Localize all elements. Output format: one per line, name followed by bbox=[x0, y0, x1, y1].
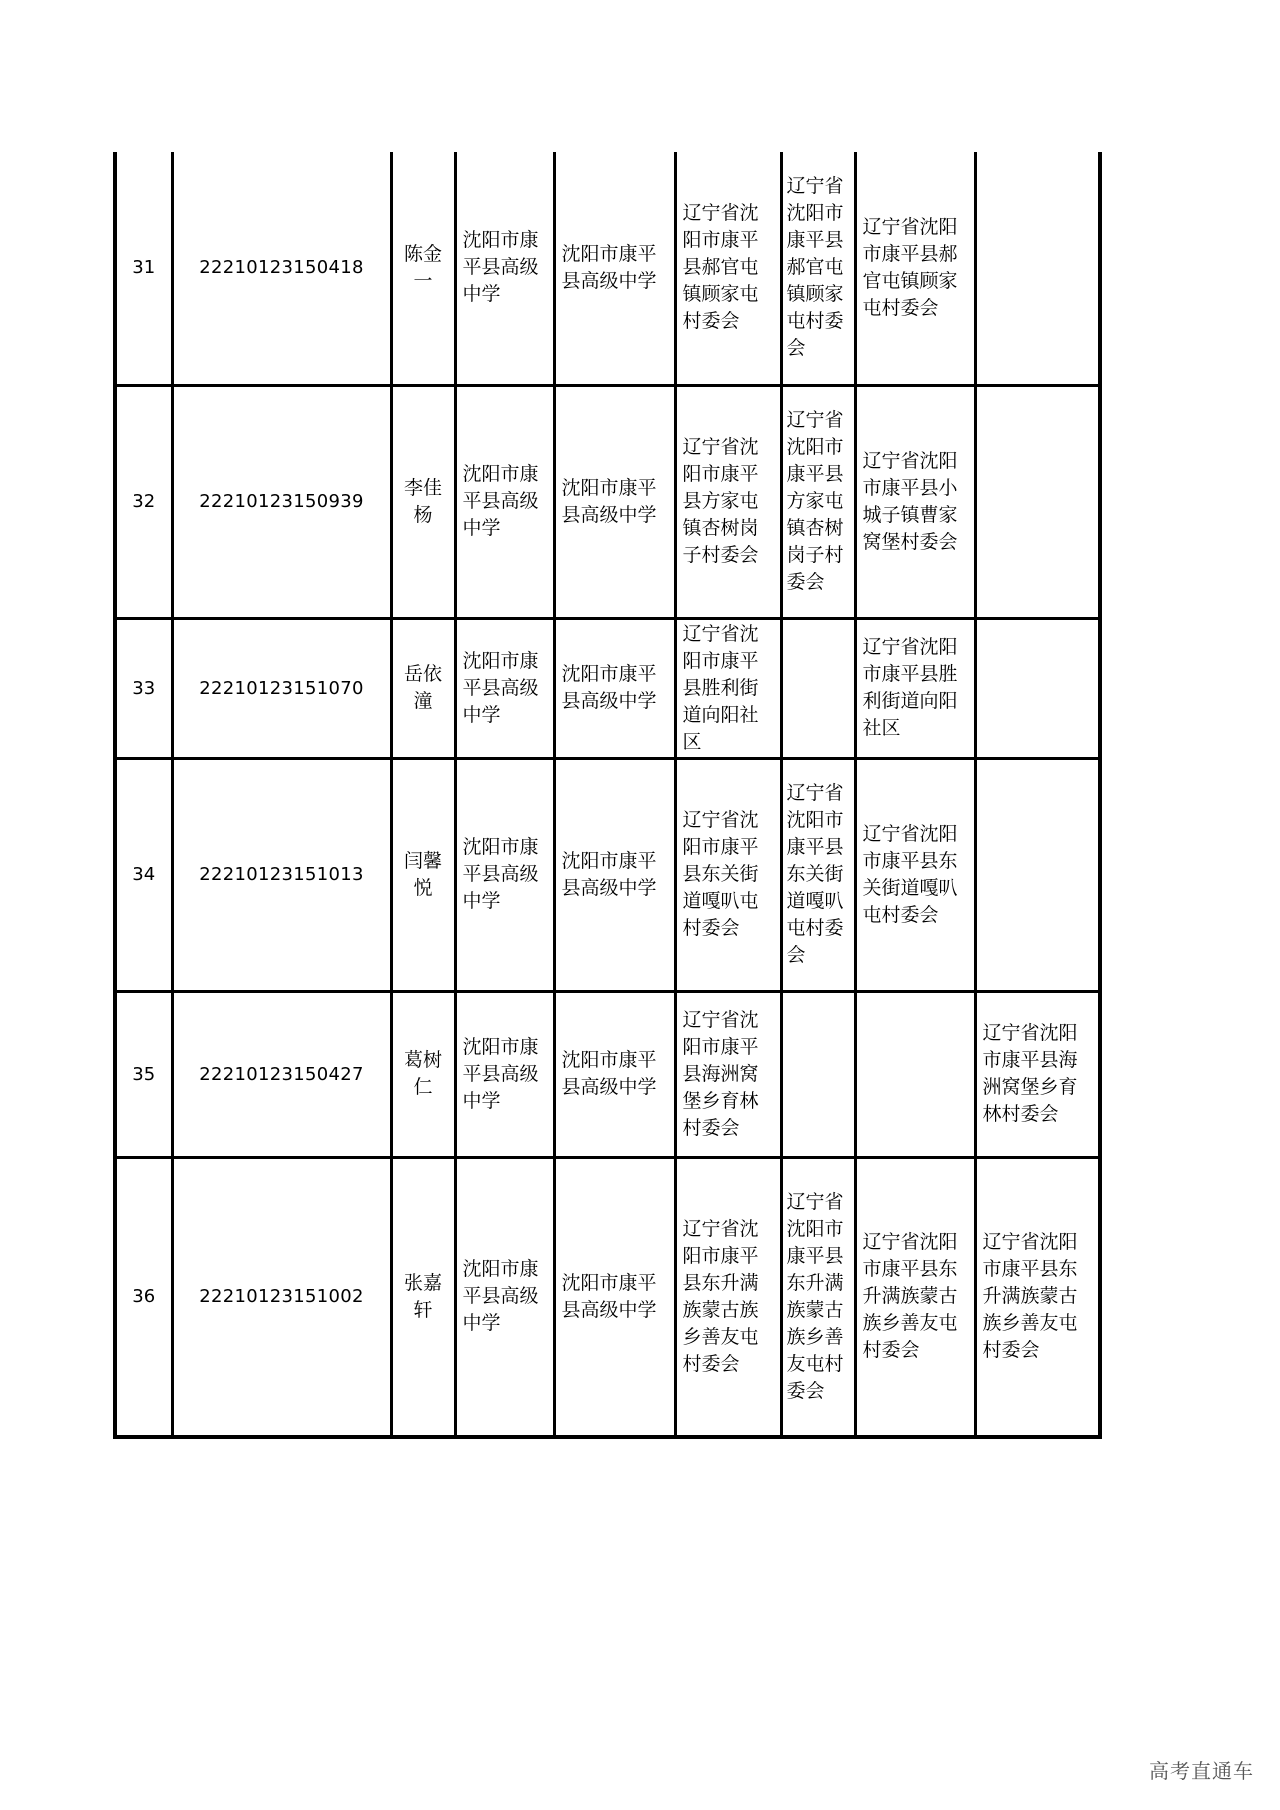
student-name-cell: 闫馨悦 bbox=[391, 758, 455, 991]
exam-id-cell: 22210123151070 bbox=[172, 618, 391, 758]
row-number-cell: 33 bbox=[115, 618, 172, 758]
school-name-2-cell: 沈阳市康平县高级中学 bbox=[554, 1157, 675, 1437]
address-2-cell bbox=[781, 991, 855, 1157]
address-4-cell: 辽宁省沈阳市康平县海洲窝堡乡育林村委会 bbox=[975, 991, 1100, 1157]
school-name-cell: 沈阳市康平县高级中学 bbox=[455, 758, 554, 991]
row-number-cell: 32 bbox=[115, 385, 172, 618]
address-4-cell bbox=[975, 618, 1100, 758]
address-1-cell: 辽宁省沈阳市康平县郝官屯镇顾家屯村委会 bbox=[675, 152, 781, 385]
address-2-cell: 辽宁省沈阳市康平县方家屯镇杏树岗子村委会 bbox=[781, 385, 855, 618]
exam-id-cell: 22210123150939 bbox=[172, 385, 391, 618]
address-4-cell bbox=[975, 758, 1100, 991]
school-name-2-cell: 沈阳市康平县高级中学 bbox=[554, 152, 675, 385]
table-row bbox=[115, 385, 1100, 618]
address-3-cell: 辽宁省沈阳市康平县东升满族蒙古族乡善友屯村委会 bbox=[855, 1157, 975, 1437]
student-table bbox=[113, 152, 1102, 1439]
address-4-cell bbox=[975, 385, 1100, 618]
address-2-cell: 辽宁省沈阳市康平县东关街道嘎叭屯村委会 bbox=[781, 758, 855, 991]
table-row bbox=[115, 152, 1100, 385]
address-1-cell: 辽宁省沈阳市康平县胜利街道向阳社区 bbox=[675, 618, 781, 758]
school-name-cell: 沈阳市康平县高级中学 bbox=[455, 991, 554, 1157]
student-name-cell: 张嘉轩 bbox=[391, 1157, 455, 1437]
watermark-text: 高考直通车 bbox=[1149, 1759, 1254, 1783]
address-3-cell: 辽宁省沈阳市康平县小城子镇曹家窝堡村委会 bbox=[855, 385, 975, 618]
address-3-cell bbox=[855, 991, 975, 1157]
address-3-cell: 辽宁省沈阳市康平县东关街道嘎叭屯村委会 bbox=[855, 758, 975, 991]
school-name-2-cell: 沈阳市康平县高级中学 bbox=[554, 618, 675, 758]
address-3-cell: 辽宁省沈阳市康平县郝官屯镇顾家屯村委会 bbox=[855, 152, 975, 385]
address-1-cell: 辽宁省沈阳市康平县东升满族蒙古族乡善友屯村委会 bbox=[675, 1157, 781, 1437]
school-name-cell: 沈阳市康平县高级中学 bbox=[455, 152, 554, 385]
student-name-cell: 李佳杨 bbox=[391, 385, 455, 618]
row-number-cell: 31 bbox=[115, 152, 172, 385]
student-name-cell: 葛树仁 bbox=[391, 991, 455, 1157]
address-4-cell bbox=[975, 152, 1100, 385]
address-1-cell: 辽宁省沈阳市康平县海洲窝堡乡育林村委会 bbox=[675, 991, 781, 1157]
exam-id-cell: 22210123150418 bbox=[172, 152, 391, 385]
student-name-cell: 岳依潼 bbox=[391, 618, 455, 758]
table-row bbox=[115, 618, 1100, 758]
school-name-2-cell: 沈阳市康平县高级中学 bbox=[554, 385, 675, 618]
student-name-cell: 陈金一 bbox=[391, 152, 455, 385]
address-4-cell: 辽宁省沈阳市康平县东升满族蒙古族乡善友屯村委会 bbox=[975, 1157, 1100, 1437]
table-row bbox=[115, 758, 1100, 991]
exam-id-cell: 22210123151013 bbox=[172, 758, 391, 991]
school-name-cell: 沈阳市康平县高级中学 bbox=[455, 385, 554, 618]
table-row bbox=[115, 991, 1100, 1157]
address-2-cell: 辽宁省沈阳市康平县东升满族蒙古族乡善友屯村委会 bbox=[781, 1157, 855, 1437]
school-name-cell: 沈阳市康平县高级中学 bbox=[455, 1157, 554, 1437]
school-name-2-cell: 沈阳市康平县高级中学 bbox=[554, 991, 675, 1157]
address-2-cell bbox=[781, 618, 855, 758]
school-name-2-cell: 沈阳市康平县高级中学 bbox=[554, 758, 675, 991]
address-2-cell: 辽宁省沈阳市康平县郝官屯镇顾家屯村委会 bbox=[781, 152, 855, 385]
exam-id-cell: 22210123151002 bbox=[172, 1157, 391, 1437]
table-row bbox=[115, 1157, 1100, 1437]
row-number-cell: 35 bbox=[115, 991, 172, 1157]
row-number-cell: 36 bbox=[115, 1157, 172, 1437]
address-1-cell: 辽宁省沈阳市康平县方家屯镇杏树岗子村委会 bbox=[675, 385, 781, 618]
school-name-cell: 沈阳市康平县高级中学 bbox=[455, 618, 554, 758]
row-number-cell: 34 bbox=[115, 758, 172, 991]
address-3-cell: 辽宁省沈阳市康平县胜利街道向阳社区 bbox=[855, 618, 975, 758]
address-1-cell: 辽宁省沈阳市康平县东关街道嘎叭屯村委会 bbox=[675, 758, 781, 991]
exam-id-cell: 22210123150427 bbox=[172, 991, 391, 1157]
